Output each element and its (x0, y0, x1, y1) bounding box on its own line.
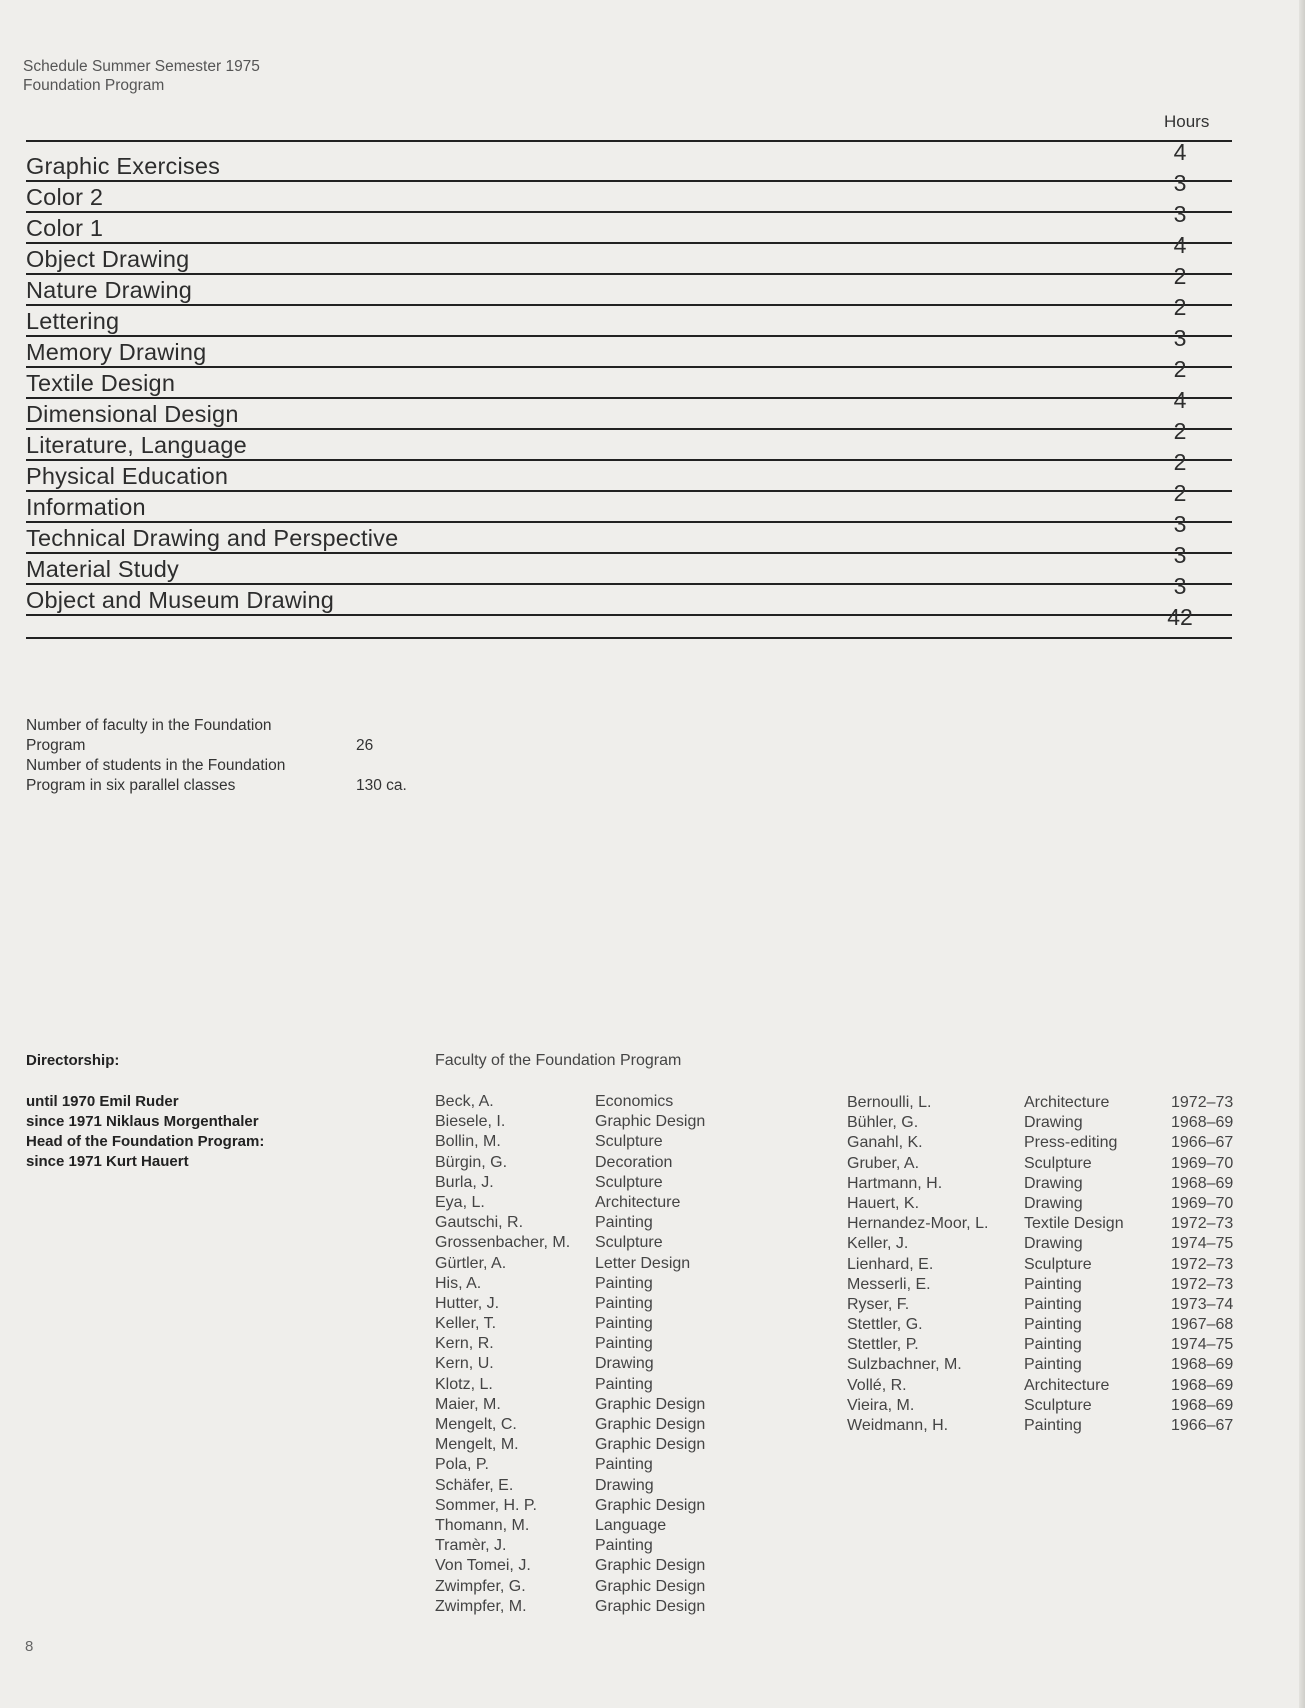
faculty-row (435, 1496, 825, 1516)
faculty-name: Bernoulli, L. (847, 1094, 932, 1111)
faculty-name: Keller, T. (435, 1315, 497, 1333)
faculty-row (435, 1233, 825, 1253)
schedule-subject: Physical Education (26, 463, 229, 489)
faculty-subject: Painting (595, 1335, 653, 1353)
faculty-name: Mengelt, M. (435, 1436, 519, 1454)
faculty-row (847, 1174, 1247, 1194)
faculty-subject: Painting (1024, 1316, 1082, 1334)
faculty-name: Sulzbachner, M. (847, 1356, 962, 1374)
faculty-row (435, 1415, 825, 1435)
schedule-hours: 2 (1173, 356, 1187, 382)
schedule-subject: Graphic Exercises (26, 153, 221, 179)
directorship-line: since 1971 Niklaus Morgenthaler (26, 1113, 259, 1130)
program-stats (26, 716, 446, 796)
faculty-row (435, 1254, 825, 1274)
faculty-count-label-2: Program (26, 737, 86, 754)
schedule-hours: 3 (1173, 170, 1187, 196)
faculty-name: Lienhard, E. (847, 1255, 934, 1273)
faculty-subject: Drawing (1024, 1174, 1083, 1192)
schedule-hours: 3 (1173, 542, 1187, 568)
faculty-row (435, 1395, 825, 1415)
faculty-subject: Painting (595, 1274, 653, 1292)
schedule-subject: Lettering (26, 308, 120, 334)
faculty-list-former (847, 1093, 1247, 1436)
faculty-subject: Graphic Design (595, 1416, 706, 1433)
faculty-subject: Sculpture (1024, 1396, 1092, 1414)
faculty-subject: Textile Design (1024, 1215, 1124, 1233)
faculty-years: 1973–74 (1171, 1295, 1234, 1313)
faculty-subject: Drawing (1024, 1114, 1083, 1132)
faculty-subject: Language (595, 1516, 667, 1534)
faculty-years: 1968–69 (1171, 1114, 1234, 1132)
faculty-name: Vollé, R. (847, 1376, 907, 1394)
table-rule (26, 637, 1232, 639)
faculty-years: 1968–69 (1171, 1396, 1234, 1414)
faculty-row (435, 1577, 825, 1597)
schedule-total-hours: 42 (1167, 604, 1193, 630)
schedule-subject: Literature, Language (26, 432, 247, 458)
faculty-name: Pola, P. (435, 1456, 489, 1474)
faculty-row (847, 1113, 1247, 1133)
faculty-name: Bollin, M. (435, 1133, 501, 1151)
faculty-subject: Sculpture (595, 1173, 663, 1191)
faculty-row (435, 1455, 825, 1475)
faculty-row (435, 1112, 825, 1132)
faculty-years: 1972–73 (1171, 1215, 1234, 1233)
faculty-subject: Painting (1024, 1356, 1082, 1374)
faculty-subject: Economics (595, 1093, 674, 1110)
schedule-hours: 2 (1173, 263, 1187, 289)
faculty-row (435, 1334, 825, 1354)
faculty-subject: Sculpture (1024, 1255, 1092, 1273)
schedule-subject: Color 2 (26, 184, 104, 210)
faculty-row (435, 1536, 825, 1556)
faculty-row (847, 1355, 1247, 1375)
faculty-name: Weidmann, H. (847, 1417, 949, 1434)
faculty-name: Bühler, G. (847, 1114, 919, 1132)
faculty-row (435, 1314, 825, 1334)
faculty-row (435, 1092, 825, 1112)
faculty-count-label-1: Number of faculty in the Foundation (26, 717, 272, 734)
faculty-name: Hernandez-Moor, L. (847, 1215, 989, 1233)
faculty-name: Biesele, I. (435, 1113, 506, 1131)
faculty-subject: Graphic Design (595, 1557, 706, 1575)
faculty-subject: Drawing (1024, 1194, 1083, 1212)
faculty-name: Kern, R. (435, 1335, 494, 1353)
faculty-subject: Drawing (595, 1476, 654, 1494)
faculty-row (847, 1234, 1247, 1254)
faculty-row (847, 1335, 1247, 1355)
faculty-subject: Graphic Design (595, 1597, 706, 1615)
faculty-title: Faculty of the Foundation Program (435, 1052, 682, 1069)
schedule-subject: Information (26, 494, 146, 520)
student-count-label-1: Number of students in the Foundation (26, 757, 286, 774)
schedule-subject: Dimensional Design (26, 401, 239, 427)
faculty-subject: Painting (595, 1294, 653, 1312)
faculty-name: Von Tomei, J. (435, 1557, 531, 1575)
faculty-subject: Painting (1024, 1417, 1082, 1434)
faculty-row (435, 1476, 825, 1496)
faculty-name: Sommer, H. P. (435, 1496, 537, 1514)
faculty-years: 1967–68 (1171, 1316, 1234, 1334)
faculty-subject: Decoration (595, 1153, 673, 1171)
faculty-subject: Graphic Design (595, 1577, 706, 1595)
faculty-row (435, 1294, 825, 1314)
schedule-subject: Textile Design (26, 370, 176, 396)
faculty-years: 1972–73 (1171, 1094, 1234, 1111)
faculty-subject: Architecture (595, 1193, 681, 1211)
directorship-list (26, 1092, 264, 1172)
faculty-row (847, 1416, 1247, 1436)
faculty-row (847, 1214, 1247, 1234)
schedule-subject: Technical Drawing and Perspective (26, 525, 399, 551)
faculty-subject: Drawing (1024, 1235, 1083, 1253)
faculty-subject: Graphic Design (595, 1113, 706, 1131)
faculty-subject: Graphic Design (595, 1395, 706, 1413)
faculty-name: Ryser, F. (847, 1295, 910, 1313)
faculty-subject: Painting (1024, 1336, 1082, 1354)
table-rule (26, 211, 1232, 213)
faculty-years: 1972–73 (1171, 1255, 1234, 1273)
faculty-name: Thomann, M. (435, 1516, 530, 1534)
page-edge (1299, 0, 1305, 1708)
table-rule (26, 335, 1232, 337)
page-number: 8 (25, 1638, 34, 1655)
faculty-row (435, 1435, 825, 1455)
schedule-hours: 2 (1173, 449, 1187, 475)
schedule-hours: 2 (1173, 480, 1187, 506)
faculty-row (435, 1597, 825, 1617)
faculty-name: Zwimpfer, G. (435, 1577, 526, 1595)
faculty-name: Gautschi, R. (435, 1214, 524, 1232)
faculty-name: His, A. (435, 1274, 482, 1292)
table-rule (26, 428, 1232, 430)
table-rule (26, 490, 1232, 492)
faculty-name: Maier, M. (435, 1395, 501, 1413)
faculty-subject: Sculpture (595, 1234, 663, 1252)
faculty-years: 1969–70 (1171, 1154, 1234, 1172)
faculty-row (435, 1173, 825, 1193)
faculty-years: 1969–70 (1171, 1194, 1234, 1212)
faculty-row (847, 1133, 1247, 1153)
table-rule (26, 583, 1232, 585)
faculty-name: Eya, L. (435, 1193, 485, 1211)
schedule-hours: 2 (1173, 418, 1187, 444)
schedule-subject: Object Drawing (26, 246, 190, 272)
student-count-label-2: Program in six parallel classes (26, 777, 236, 794)
faculty-row (847, 1194, 1247, 1214)
table-rule (26, 614, 1232, 616)
student-count-value: 130 ca. (356, 777, 407, 794)
faculty-name: Vieira, M. (847, 1396, 915, 1414)
directorship-line: until 1970 Emil Ruder (26, 1093, 179, 1110)
table-rule (26, 180, 1232, 182)
faculty-name: Mengelt, C. (435, 1416, 517, 1433)
faculty-name: Ganahl, K. (847, 1134, 923, 1152)
faculty-name: Hauert, K. (847, 1194, 920, 1212)
faculty-years: 1968–69 (1171, 1174, 1234, 1192)
faculty-name: Kern, U. (435, 1355, 494, 1373)
faculty-subject: Architecture (1024, 1376, 1110, 1394)
schedule-hours: 4 (1173, 387, 1187, 413)
faculty-row (435, 1375, 825, 1395)
page-header (23, 57, 260, 95)
schedule-hours: 3 (1173, 201, 1187, 227)
faculty-row (847, 1295, 1247, 1315)
schedule-subject: Memory Drawing (26, 339, 207, 365)
faculty-name: Keller, J. (847, 1235, 909, 1253)
faculty-row (435, 1193, 825, 1213)
faculty-row (435, 1153, 825, 1173)
header-title: Schedule Summer Semester 1975 (23, 58, 260, 75)
table-rule (26, 242, 1232, 244)
faculty-row (847, 1376, 1247, 1396)
faculty-subject: Sculpture (1024, 1154, 1092, 1172)
faculty-name: Klotz, L. (435, 1375, 493, 1393)
faculty-years: 1972–73 (1171, 1275, 1234, 1293)
faculty-row (847, 1315, 1247, 1335)
faculty-row (435, 1274, 825, 1294)
table-rule (26, 140, 1232, 142)
faculty-count-value: 26 (356, 737, 374, 754)
faculty-name: Messerli, E. (847, 1275, 931, 1293)
faculty-name: Tramèr, J. (435, 1537, 507, 1555)
faculty-years: 1966–67 (1171, 1134, 1234, 1152)
faculty-name: Stettler, P. (847, 1336, 919, 1354)
faculty-subject: Painting (1024, 1295, 1082, 1313)
hours-column-label: Hours (1164, 112, 1210, 131)
faculty-row (435, 1556, 825, 1576)
faculty-name: Hutter, J. (435, 1294, 500, 1312)
faculty-years: 1974–75 (1171, 1336, 1234, 1354)
faculty-subject: Graphic Design (595, 1496, 706, 1514)
faculty-subject: Sculpture (595, 1133, 663, 1151)
faculty-name: Burla, J. (435, 1173, 494, 1191)
table-rule (26, 366, 1232, 368)
faculty-row (847, 1396, 1247, 1416)
schedule-subject: Nature Drawing (26, 277, 193, 303)
faculty-row (847, 1154, 1247, 1174)
faculty-row (847, 1255, 1247, 1275)
faculty-name: Grossenbacher, M. (435, 1234, 571, 1252)
faculty-name: Schäfer, E. (435, 1476, 514, 1494)
faculty-years: 1968–69 (1171, 1356, 1234, 1374)
faculty-list-current (435, 1092, 825, 1617)
faculty-years: 1974–75 (1171, 1235, 1234, 1253)
faculty-subject: Painting (1024, 1275, 1082, 1293)
faculty-subject: Painting (595, 1315, 653, 1333)
faculty-subject: Painting (595, 1375, 653, 1393)
directorship-title: Directorship: (26, 1052, 120, 1069)
schedule-hours: 2 (1173, 294, 1187, 320)
table-rule (26, 304, 1232, 306)
faculty-name: Gürtler, A. (435, 1254, 507, 1272)
faculty-subject: Painting (595, 1537, 653, 1555)
faculty-name: Beck, A. (435, 1093, 494, 1110)
faculty-subject: Graphic Design (595, 1436, 706, 1454)
schedule-subject: Material Study (26, 556, 180, 582)
schedule-hours: 4 (1173, 139, 1187, 165)
faculty-years: 1968–69 (1171, 1376, 1234, 1394)
faculty-subject: Architecture (1024, 1094, 1110, 1111)
faculty-years: 1966–67 (1171, 1417, 1234, 1434)
faculty-name: Bürgin, G. (435, 1153, 508, 1171)
faculty-row (847, 1275, 1247, 1295)
table-rule (26, 459, 1232, 461)
faculty-row (435, 1213, 825, 1233)
directorship-line: since 1971 Kurt Hauert (26, 1153, 189, 1170)
schedule-hours: 3 (1173, 325, 1187, 351)
faculty-subject: Painting (595, 1214, 653, 1232)
faculty-name: Hartmann, H. (847, 1174, 943, 1192)
schedule-hours: 3 (1173, 573, 1187, 599)
faculty-name: Zwimpfer, M. (435, 1597, 527, 1615)
faculty-row (435, 1354, 825, 1374)
table-rule (26, 552, 1232, 554)
faculty-subject: Drawing (595, 1355, 654, 1373)
faculty-name: Gruber, A. (847, 1154, 920, 1172)
schedule-hours: 3 (1173, 511, 1187, 537)
faculty-subject: Press-editing (1024, 1134, 1118, 1152)
faculty-row (435, 1516, 825, 1536)
faculty-name: Stettler, G. (847, 1316, 923, 1334)
table-rule (26, 273, 1232, 275)
schedule-hours: 4 (1173, 232, 1187, 258)
faculty-subject: Letter Design (595, 1254, 691, 1272)
schedule-subject: Color 1 (26, 215, 104, 241)
directorship-line: Head of the Foundation Program: (26, 1133, 265, 1150)
faculty-row (847, 1093, 1247, 1113)
table-rule (26, 521, 1232, 523)
header-subtitle: Foundation Program (23, 77, 165, 94)
faculty-row (435, 1132, 825, 1152)
faculty-subject: Painting (595, 1456, 653, 1474)
table-rule (26, 397, 1232, 399)
schedule-subject: Object and Museum Drawing (26, 587, 335, 613)
